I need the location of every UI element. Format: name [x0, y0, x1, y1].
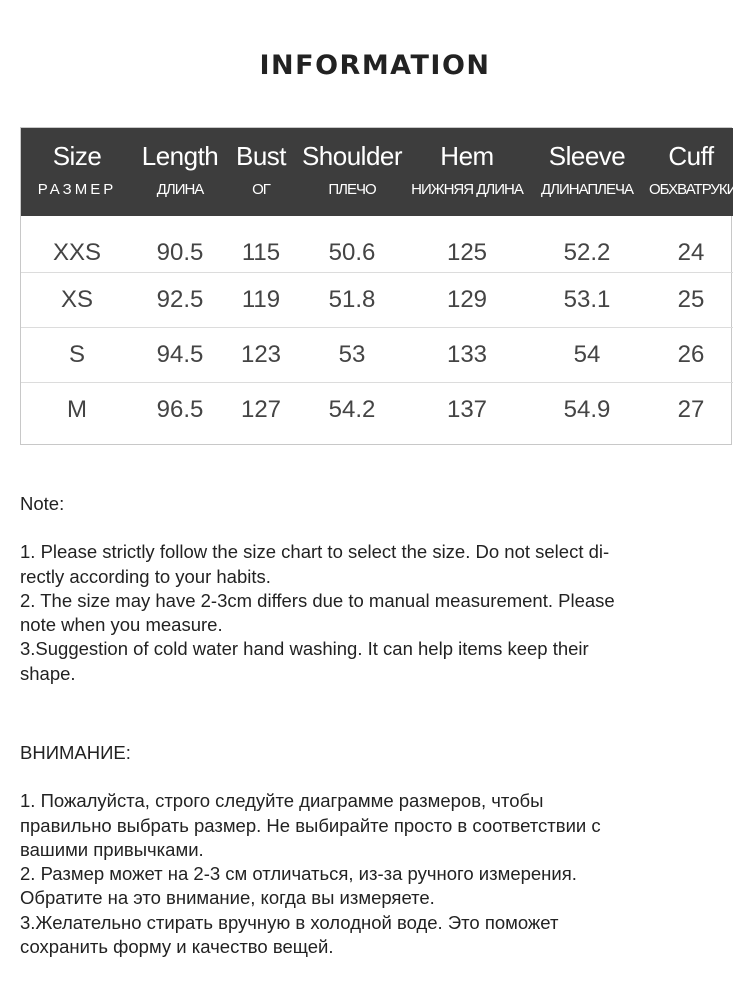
note-en-line: shape.: [20, 662, 76, 684]
header-sleeve: [525, 128, 649, 216]
header-label-ru: ОБХВАТРУКИ: [649, 181, 737, 198]
header-label-ru: ДЛИНА: [156, 181, 204, 198]
note-ru-line: 1. Пожалуйста, строго следуйте диаграмме размеров, чтобы: [20, 790, 544, 812]
table-cell: 27: [677, 396, 705, 423]
header-label-ru: НИЖНЯЯ ДЛИНА: [411, 181, 523, 198]
table-cell: 53.1: [525, 273, 649, 328]
table-cell: 90.5: [133, 216, 227, 273]
note-ru-heading: ВНИМАНИЕ:: [20, 742, 131, 763]
header-label-ru: ДЛИНАПЛЕЧА: [540, 181, 634, 198]
page-title: INFORMATION: [259, 50, 491, 81]
header-label-en: Length: [141, 141, 219, 171]
header-label-en: Size: [52, 141, 102, 171]
size-chart: [20, 127, 737, 445]
header-cuff: [649, 128, 737, 216]
table-cell: 26: [649, 328, 733, 383]
table-cell: 25: [649, 273, 733, 328]
table-cell: XXS: [21, 216, 133, 273]
note-ru-line: вашими привычками.: [20, 838, 204, 860]
table-cell: 51.8: [295, 273, 409, 328]
header-label-ru: ПЛЕЧО: [328, 181, 376, 198]
table-cell: 96.5: [156, 396, 204, 423]
note-ru-line: 2. Размер может на 2-3 см отличаться, из-за ручного измерения.: [20, 863, 577, 885]
note-en-line: note when you measure.: [20, 614, 223, 636]
header-label-en: Cuff: [668, 141, 714, 171]
table-cell: 123: [227, 328, 295, 383]
header-hem: [409, 128, 525, 216]
header-label-en: Sleeve: [548, 141, 626, 171]
note-en-line: 3.Suggestion of cold water hand washing. It can help items keep their: [20, 638, 589, 660]
table-cell: 54.2: [328, 396, 376, 423]
table-cell: M: [67, 396, 87, 423]
table-cell: 54.9: [563, 396, 611, 423]
table-cell: 125: [409, 216, 525, 273]
table-cell: 50.6: [295, 216, 409, 273]
note-ru-line: 3.Желательно стирать вручную в холодной воде. Это поможет: [20, 911, 559, 933]
note-en-line: 1. Please strictly follow the size chart to select the size. Do not select di-: [20, 541, 610, 563]
header-label-ru: ОГ: [252, 181, 270, 198]
table-row: [21, 273, 733, 328]
table-cell: XS: [21, 273, 133, 328]
note-en-heading: Note:: [20, 493, 65, 514]
table-cell: 94.5: [133, 328, 227, 383]
table-cell: 24: [649, 216, 733, 273]
table-cell: 127: [240, 396, 282, 423]
header-label-ru: РАЗМЕР: [37, 181, 117, 198]
table-row: [21, 383, 733, 438]
note-en-section: [20, 492, 720, 686]
table-cell: 54: [525, 328, 649, 383]
table-cell: S: [21, 328, 133, 383]
header-length: [133, 128, 227, 216]
size-table: [21, 128, 737, 437]
table-row: [21, 328, 733, 383]
table-cell: 115: [227, 216, 295, 273]
note-en-line: rectly according to your habits.: [20, 565, 271, 587]
table-cell: 119: [227, 273, 295, 328]
table-cell: 53: [295, 328, 409, 383]
note-ru-line: сохранить форму и качество вещей.: [20, 936, 334, 958]
table-cell: 133: [409, 328, 525, 383]
table-cell: 92.5: [133, 273, 227, 328]
table-header-row: [21, 128, 733, 216]
note-ru-line: правильно выбрать размер. Не выбирайте просто в соответствии с: [20, 814, 601, 836]
header-size: [21, 128, 133, 216]
note-ru-section: [20, 741, 720, 959]
note-en-line: 2. The size may have 2-3cm differs due to manual measurement. Please: [20, 589, 615, 611]
table-cell: 137: [446, 396, 488, 423]
header-label-en: Hem: [440, 141, 494, 171]
header-label-en: Shoulder: [301, 141, 403, 171]
header-bust: [227, 128, 295, 216]
note-ru-line: Обратите на это внимание, когда вы измеряете.: [20, 887, 435, 909]
table-cell: 52.2: [525, 216, 649, 273]
table-row: [21, 216, 733, 273]
table-cell: 129: [409, 273, 525, 328]
header-shoulder: [295, 128, 409, 216]
header-label-en: Bust: [235, 141, 287, 171]
